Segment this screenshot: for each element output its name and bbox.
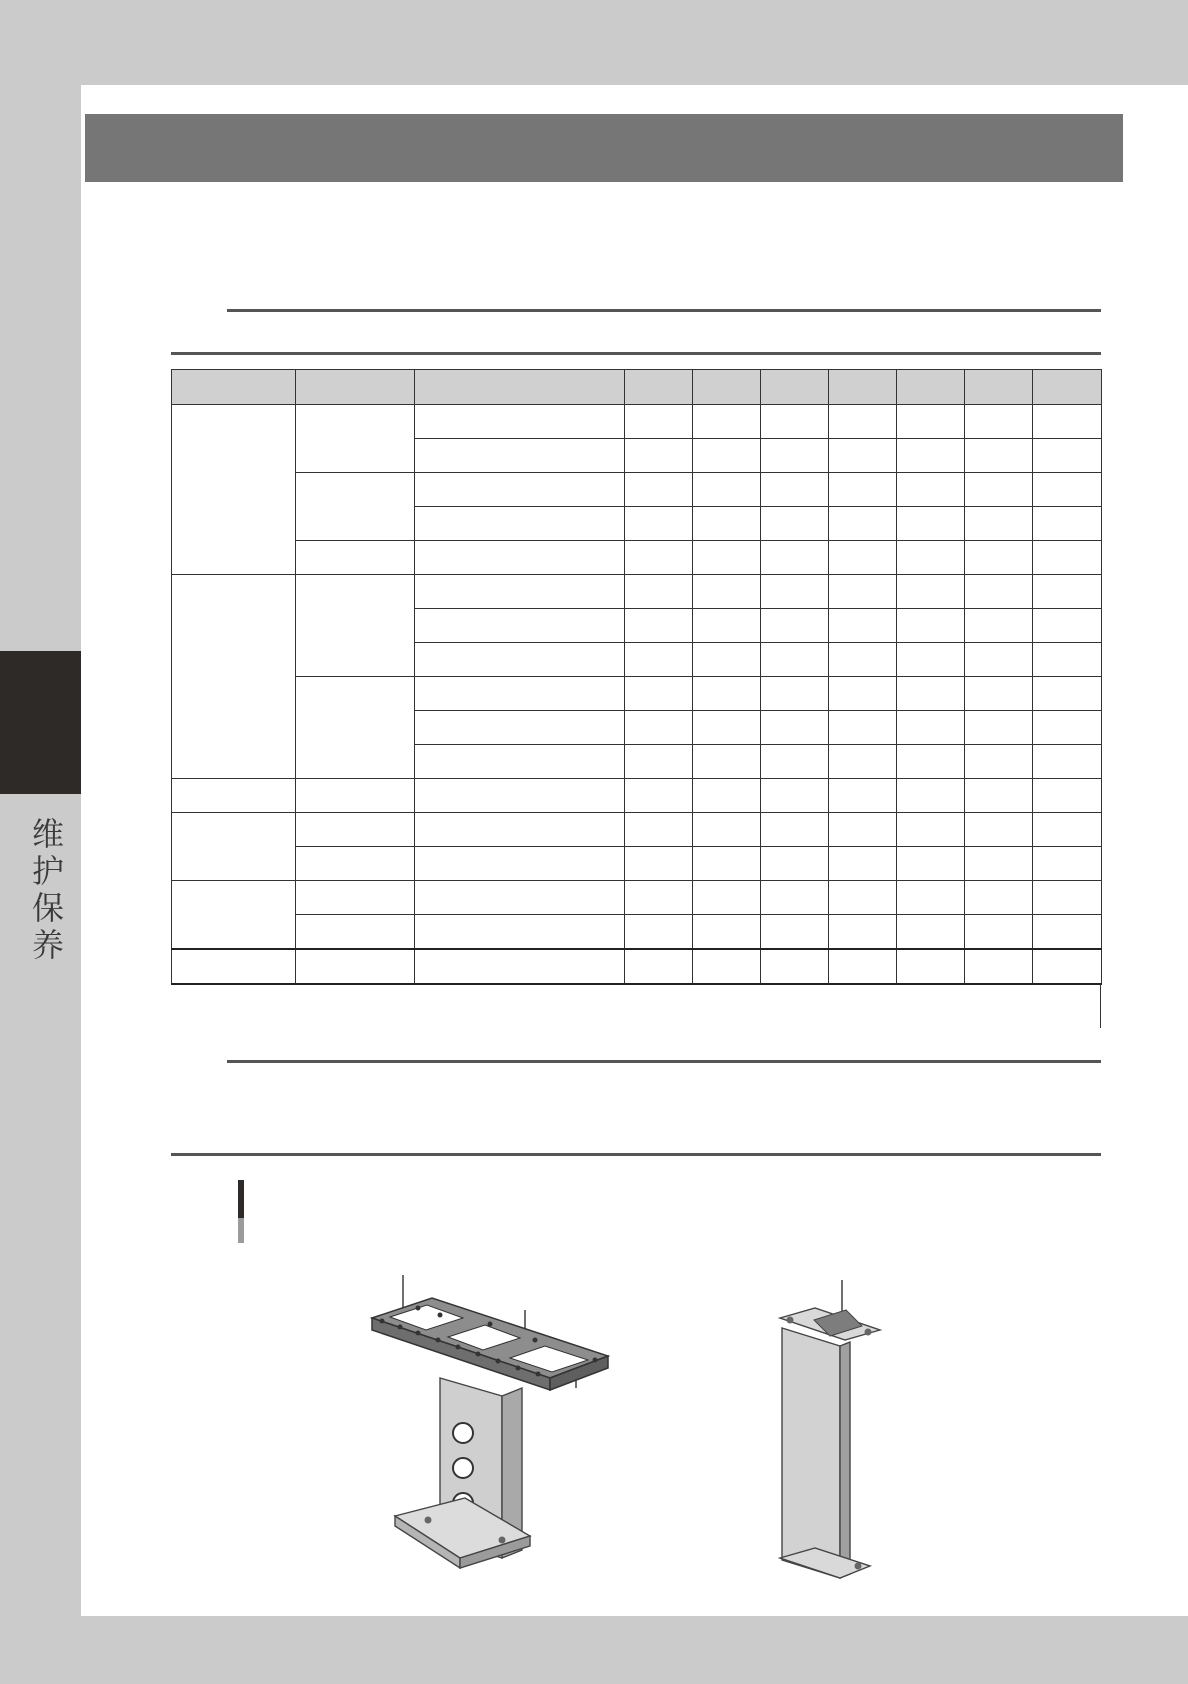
table-row [172,813,1102,847]
table-cell [296,677,415,779]
table-cell [1033,779,1102,813]
table-cell [693,745,761,779]
table-cell [829,405,897,439]
table-cell [693,915,761,950]
table-cell [693,507,761,541]
table-row [172,405,1102,439]
table-cell [1033,915,1102,950]
table-cell [693,405,761,439]
table-cell [693,643,761,677]
table-cell [625,881,693,915]
table-header-cell [415,370,625,405]
table-cell [829,881,897,915]
table-cell [625,711,693,745]
table-cell [415,541,625,575]
table-cell [625,915,693,950]
table-cell [897,677,965,711]
table-row [172,541,1102,575]
table-cell [829,847,897,881]
table-row [172,949,1102,984]
table-cell [829,439,897,473]
table-cell [965,507,1033,541]
table-cell [897,575,965,609]
table-cell [965,813,1033,847]
table-cell [761,643,829,677]
table-cell [897,915,965,950]
table-cell [829,813,897,847]
table-cell [1033,881,1102,915]
table-cell [897,813,965,847]
table-cell [965,541,1033,575]
table-cell [693,847,761,881]
table-cell [625,813,693,847]
table-cell [965,881,1033,915]
subsection-marker-dark [238,1180,244,1218]
table-top-rule [171,352,1101,355]
table-row [172,575,1102,609]
table-cell [415,915,625,950]
table-header-cell [625,370,693,405]
table-cell [761,711,829,745]
figure-side-plate [770,1268,890,1588]
table-cell [296,405,415,473]
table-header-cell [172,370,296,405]
table-cell [296,575,415,677]
table-cell [1033,745,1102,779]
table-cell [625,473,693,507]
vertical-plate-edge [840,1342,850,1578]
table-cell [693,711,761,745]
table-cell [761,813,829,847]
table-cell [693,949,761,984]
table-cell [897,949,965,984]
table-cell [415,711,625,745]
table-cell [693,779,761,813]
table-row [172,881,1102,915]
table-cell [296,473,415,541]
table-cell [172,881,296,950]
table-cell [1033,405,1102,439]
table-cell [296,915,415,950]
table-cell [829,541,897,575]
table-cell [829,779,897,813]
table-cell [625,609,693,643]
table-cell [296,949,415,984]
table-cell [965,779,1033,813]
table-cell [829,643,897,677]
table-cell [965,677,1033,711]
table-row [172,677,1102,711]
table-cell [761,473,829,507]
table-cell [761,677,829,711]
column-hole [453,1458,473,1478]
table-cell [296,847,415,881]
chapter-tab-marker [0,651,81,794]
table-cell [1033,677,1102,711]
table-cell [897,745,965,779]
table-cell [625,677,693,711]
figure-lifting-column [360,1268,620,1588]
table-cell [415,609,625,643]
table-cell [1033,813,1102,847]
table-cell [1033,575,1102,609]
table-cell [415,473,625,507]
table-cell [1033,439,1102,473]
table-cell [761,609,829,643]
table-cell [693,881,761,915]
table-cell [761,745,829,779]
table-cell [415,813,625,847]
table-cell [625,405,693,439]
table-header-cell [296,370,415,405]
table-cell [296,881,415,915]
table-cell [693,609,761,643]
table-cell [829,609,897,643]
table-cell [415,779,625,813]
table-cell [296,541,415,575]
table-cell [625,507,693,541]
table-cell [625,541,693,575]
table-cell [1033,949,1102,984]
table-row [172,915,1102,950]
table-cell [965,609,1033,643]
table-cell [415,949,625,984]
table-cell [829,677,897,711]
table-cell [693,439,761,473]
bolt-icon [425,1517,432,1524]
table-cell [172,813,296,881]
table-header-cell [965,370,1033,405]
table-cell [897,473,965,507]
table-cell [897,439,965,473]
table-cell [761,779,829,813]
table-cell [897,779,965,813]
table-cell [415,847,625,881]
column-hole [453,1423,473,1443]
table-cell [829,473,897,507]
table-cell [829,915,897,950]
table-cell [1033,643,1102,677]
table-header-cell [693,370,761,405]
table-cell [761,575,829,609]
table-cell [829,575,897,609]
table-cell [296,813,415,847]
table-cell [897,405,965,439]
table-cell [761,949,829,984]
table-cell [897,507,965,541]
table-cell [965,847,1033,881]
table-cell [625,949,693,984]
table-cell [965,439,1033,473]
table-cell [415,507,625,541]
table-cell [415,643,625,677]
table-cell [1033,711,1102,745]
table-cell [693,677,761,711]
table-cell [693,541,761,575]
table-row [172,473,1102,507]
table-cell [965,949,1033,984]
table-cell [172,405,296,575]
table-header-cell [1033,370,1102,405]
table-cell [172,949,296,984]
table-cell [625,575,693,609]
table-cell [897,609,965,643]
table-cell [1033,609,1102,643]
subsection-marker-light [238,1218,244,1243]
section-rule-1 [227,309,1101,312]
bolt-icon [855,1563,862,1570]
table-cell [1033,541,1102,575]
table-header-cell [897,370,965,405]
table-cell [625,745,693,779]
table-cell [415,677,625,711]
table-header-cell [761,370,829,405]
table-cell [761,439,829,473]
table-cell [829,711,897,745]
table-cell [965,711,1033,745]
table-cell [897,541,965,575]
table-cell [897,711,965,745]
table-cell [761,507,829,541]
table-cell [415,439,625,473]
table-cell [761,915,829,950]
table-cell [965,745,1033,779]
bolt-icon [787,1317,794,1324]
table-cell [693,813,761,847]
section-rule-3 [171,1153,1101,1156]
table-cell [625,847,693,881]
bolt-icon [865,1329,872,1336]
table-cell [296,779,415,813]
table-cell [1033,507,1102,541]
table-cell [761,847,829,881]
table-row [172,847,1102,881]
table-cell [693,575,761,609]
section-header-bar [85,114,1123,182]
table-cell [965,405,1033,439]
table-cell [829,949,897,984]
table-cell [965,915,1033,950]
table-cell [829,507,897,541]
table-cell [172,779,296,813]
table-cell [625,439,693,473]
table-cell [415,881,625,915]
table-cell [897,847,965,881]
table-header-row [172,370,1102,405]
table-cell [1033,473,1102,507]
table-cell [172,575,296,779]
table-end-tick [1100,984,1101,1028]
table-cell [897,881,965,915]
vertical-plate-front [782,1328,840,1578]
table-cell [1033,847,1102,881]
section-rule-2 [227,1060,1101,1063]
table-cell [625,643,693,677]
table-cell [693,473,761,507]
bolt-icon [499,1537,506,1544]
table-cell [965,575,1033,609]
table-cell [625,779,693,813]
chapter-tab-label: 维护保养 [31,815,64,964]
table-cell [897,643,965,677]
spec-table [171,369,1102,985]
table-row [172,779,1102,813]
table-cell [761,541,829,575]
table-cell [415,575,625,609]
table-cell [415,745,625,779]
table-cell [761,881,829,915]
table-header-cell [829,370,897,405]
table-cell [829,745,897,779]
table-cell [761,405,829,439]
table-cell [965,473,1033,507]
table-cell [965,643,1033,677]
table-cell [415,405,625,439]
